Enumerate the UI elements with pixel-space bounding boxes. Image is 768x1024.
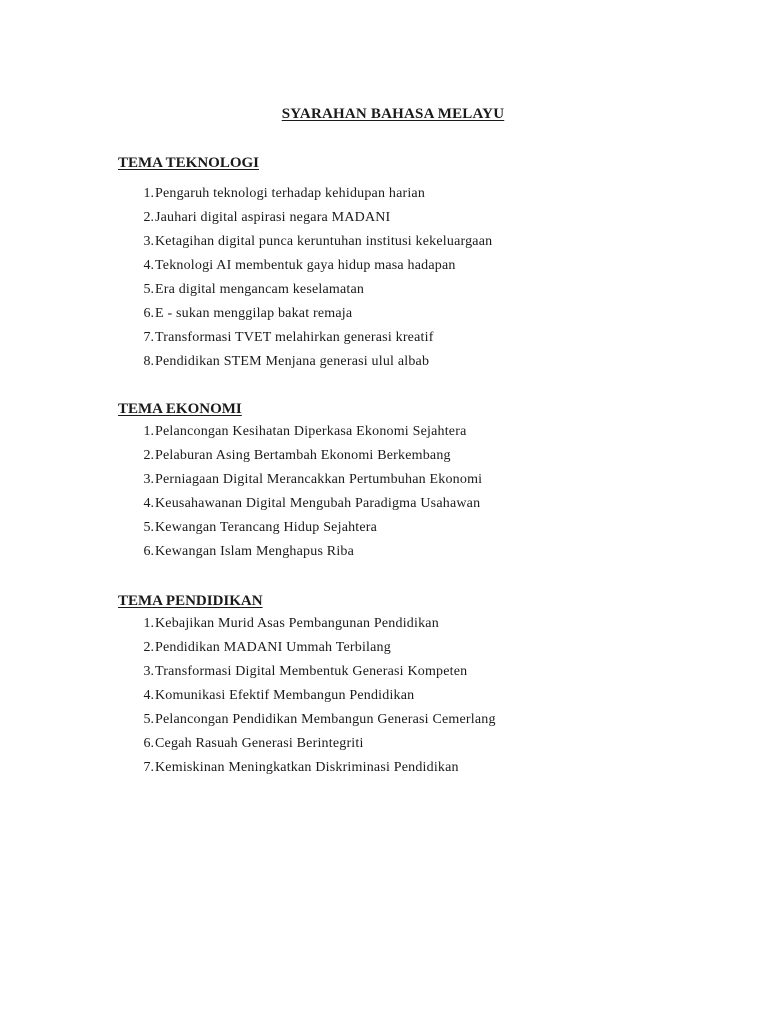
item-number: 1. <box>143 616 154 631</box>
topic-list <box>118 612 718 780</box>
list-item <box>118 326 718 350</box>
item-number: 5. <box>143 282 154 297</box>
item-number: 3. <box>143 472 154 487</box>
list-item <box>118 492 718 516</box>
list-item <box>118 708 718 732</box>
item-number: 1. <box>143 186 154 201</box>
item-number: 2. <box>143 640 154 655</box>
item-text: Pelancongan Pendidikan Membangun Generasi Cemerlang <box>155 712 496 727</box>
list-item <box>118 636 718 660</box>
topic-list <box>118 420 718 564</box>
list-item <box>118 444 718 468</box>
item-number: 4. <box>143 258 154 273</box>
item-number: 3. <box>143 664 154 679</box>
list-item <box>118 230 718 254</box>
item-number: 6. <box>143 736 154 751</box>
item-text: Perniagaan Digital Merancakkan Pertumbuhan Ekonomi <box>155 472 483 487</box>
item-number: 1. <box>143 424 154 439</box>
item-number: 6. <box>143 544 154 559</box>
list-item <box>118 182 718 206</box>
item-number: 7. <box>143 760 154 775</box>
item-number: 6. <box>143 306 154 321</box>
item-text: E - sukan menggilap bakat remaja <box>155 306 353 321</box>
list-item <box>118 468 718 492</box>
item-number: 7. <box>143 330 154 345</box>
item-text: Pelancongan Kesihatan Diperkasa Ekonomi Sejahtera <box>155 424 467 439</box>
list-item <box>118 540 718 564</box>
list-item <box>118 612 718 636</box>
section-tema-teknologi <box>118 152 718 374</box>
item-text: Era digital mengancam keselamatan <box>155 282 365 297</box>
item-text: Cegah Rasuah Generasi Berintegriti <box>155 736 364 751</box>
item-number: 5. <box>143 712 154 727</box>
list-item <box>118 732 718 756</box>
document-title: SYARAHAN BAHASA MELAYU <box>281 106 505 122</box>
item-number: 3. <box>143 234 154 249</box>
item-text: Pelaburan Asing Bertambah Ekonomi Berkembang <box>155 448 451 463</box>
item-text: Pendidikan STEM Menjana generasi ulul albab <box>155 354 430 369</box>
item-number: 8. <box>143 354 154 369</box>
item-text: Komunikasi Efektif Membangun Pendidikan <box>155 688 415 703</box>
list-item <box>118 302 718 326</box>
list-item <box>118 516 718 540</box>
item-number: 2. <box>143 210 154 225</box>
item-text: Kewangan Islam Menghapus Riba <box>155 544 355 559</box>
item-text: Keusahawanan Digital Mengubah Paradigma Usahawan <box>155 496 481 511</box>
item-text: Kemiskinan Meningkatkan Diskriminasi Pendidikan <box>155 760 459 775</box>
item-text: Pendidikan MADANI Ummah Terbilang <box>155 640 391 655</box>
section-tema-pendidikan <box>118 590 718 780</box>
item-text: Transformasi Digital Membentuk Generasi Kompeten <box>155 664 468 679</box>
item-text: Ketagihan digital punca keruntuhan institusi kekeluargaan <box>155 234 493 249</box>
list-item <box>118 254 718 278</box>
list-item <box>118 278 718 302</box>
list-item <box>118 350 718 374</box>
item-text: Kewangan Terancang Hidup Sejahtera <box>155 520 378 535</box>
list-item <box>118 420 718 444</box>
topic-list <box>118 182 718 374</box>
item-number: 2. <box>143 448 154 463</box>
item-text: Teknologi AI membentuk gaya hidup masa hadapan <box>155 258 456 273</box>
list-item <box>118 660 718 684</box>
item-text: Transformasi TVET melahirkan generasi kreatif <box>155 330 434 345</box>
item-text: Kebajikan Murid Asas Pembangunan Pendidikan <box>155 616 439 631</box>
item-text: Jauhari digital aspirasi negara MADANI <box>155 210 391 225</box>
section-heading: TEMA PENDIDIKAN <box>118 593 263 609</box>
item-text: Pengaruh teknologi terhadap kehidupan harian <box>155 186 426 201</box>
list-item <box>118 756 718 780</box>
section-heading: TEMA EKONOMI <box>118 401 242 417</box>
list-item <box>118 684 718 708</box>
list-item <box>118 206 718 230</box>
item-number: 4. <box>143 688 154 703</box>
item-number: 5. <box>143 520 154 535</box>
section-heading: TEMA TEKNOLOGI <box>118 155 260 171</box>
item-number: 4. <box>143 496 154 511</box>
section-tema-ekonomi <box>118 398 718 564</box>
